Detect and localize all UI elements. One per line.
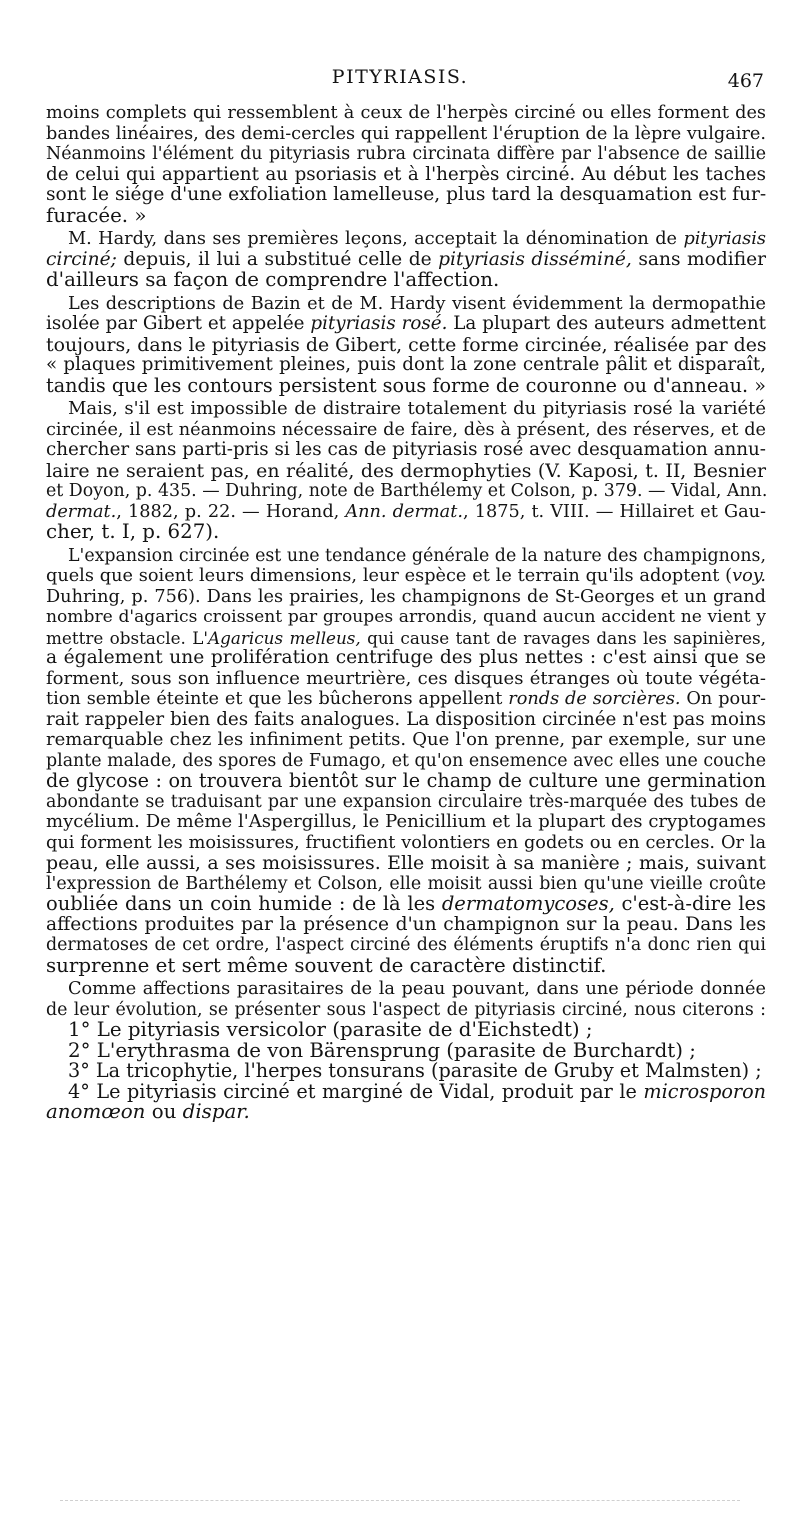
- parasite-list: [46, 1020, 766, 1123]
- list-item: [46, 1079, 766, 1103]
- page-header: [0, 66, 800, 92]
- text-span: isolée par Gibert et appelée: [46, 313, 311, 334]
- list-item: 1° Le pityriasis versicolor (parasite de d'Eichstedt) ;: [68, 1018, 593, 1041]
- text-line: Mais, s'il est impossible de distraire totalement du pityriasis rosé la variété: [68, 398, 766, 419]
- text-span: 4° Le pityriasis circiné et marginé de Vidal, produit par le: [68, 1079, 644, 1103]
- text-line: circinée, il est néanmoins nécessaire de faire, dès à présent, des réserves, et de: [46, 419, 766, 440]
- text-line: Les descriptions de Bazin et de M. Hardy visent évidemment la dermopathie: [68, 293, 766, 314]
- text-line: de leur évolution, se présenter sous l'aspect de pityriasis circiné, nous citerons :: [46, 999, 766, 1020]
- text-line: [46, 250, 766, 271]
- text-line: dermatoses de cet ordre, l'aspect circiné des éléments éruptifs n'a donc rien qui: [46, 935, 766, 955]
- italic-term: dermat.: [46, 501, 117, 522]
- text-line: « plaques primitivement pleines, puis dont la zone centrale pâlit et disparaît,: [46, 354, 766, 375]
- text-span: M. Hardy, dans ses premières leçons, acceptait la dénomination de: [68, 229, 684, 249]
- text-span: ou: [145, 1100, 183, 1123]
- italic-term: anomœon: [46, 1100, 146, 1123]
- text-line: tandis que les contours persistent sous forme de couronne ou d'anneau. »: [46, 373, 766, 397]
- text-line: Duhring, p. 756). Dans les prairies, les champignons de St-Georges et un grand: [46, 586, 766, 607]
- body-text: [46, 103, 766, 1123]
- italic-term: pityriasis disséminé,: [438, 248, 632, 270]
- text-line: chercher sans parti-pris si les cas de pityriasis rosé avec desquamation annu-: [46, 439, 766, 460]
- text-span: mettre obstacle. L': [46, 627, 209, 648]
- paragraph-1: [46, 103, 766, 226]
- text-span: oubliée dans un coin humide : de là les: [46, 892, 442, 915]
- text-line: [46, 502, 766, 523]
- paragraph-4: [46, 399, 766, 543]
- text-line: a également une prolifération centrifuge des plus nettes : c'est ainsi que se: [46, 647, 766, 668]
- text-span: , 1875, t. VIII. — Hillairet et Gau-: [462, 501, 767, 522]
- text-span: c'est-à-dire les: [614, 892, 766, 915]
- text-span: depuis, il lui a substitué celle de: [116, 248, 439, 270]
- paragraph-6: [46, 979, 766, 1020]
- italic-term: pityriasis rosé.: [310, 313, 448, 334]
- italic-term: Agaricus melleus,: [208, 627, 361, 648]
- text-span: tion semble éteinte et que les bûcherons appellent: [46, 689, 509, 709]
- text-line: peau, elle aussi, a ses moisissures. Elle moisit à sa manière ; mais, suivant: [46, 852, 766, 874]
- text-span: qui cause tant de ravages dans les sapinières,: [360, 627, 766, 648]
- text-span: On pour-: [680, 689, 766, 709]
- text-line: mycélium. De même l'Aspergillus, le Penicillium et la plupart des cryptogames: [46, 811, 766, 832]
- italic-term: dermatomycoses,: [441, 892, 615, 915]
- text-line: laire ne seraient pas, en réalité, des dermophyties (V. Kaposi, t. II, Besnier: [46, 459, 766, 482]
- text-line: [46, 229, 766, 250]
- paragraph-5: [46, 546, 766, 977]
- text-line: [46, 894, 766, 915]
- italic-term: circiné;: [46, 248, 117, 270]
- text-span: La plupart des auteurs admettent: [447, 313, 766, 334]
- text-span: quels que soient leurs dimensions, leur espèce et le terrain qu'ils adoptent (: [46, 566, 733, 586]
- paragraph-3: [46, 294, 766, 397]
- text-line: L'expansion circinée est une tendance générale de la nature des champignons,: [68, 545, 766, 566]
- text-line: sont le siége d'une exfoliation lamelleuse, plus tard la desquamation est fur-: [46, 184, 767, 205]
- text-line: [46, 689, 766, 710]
- text-line: Néanmoins l'élément du pityriasis rubra circinata diffère par l'absence de saillie: [46, 144, 766, 164]
- italic-term: dispar.: [182, 1100, 250, 1123]
- text-line: abondante se traduisant par une expansion circulaire très-marquée des tubes de: [46, 791, 766, 812]
- list-item: 3° La tricophytie, l'herpes tonsurans (parasite de Gruby et Malmsten) ;: [68, 1059, 762, 1082]
- list-item: 2° L'erythrasma de von Bärensprung (parasite de Burchardt) ;: [68, 1038, 696, 1062]
- page-number: 467: [727, 70, 764, 92]
- text-line: moins complets qui ressemblent à ceux de l'herpès circiné ou elles forment des: [46, 103, 766, 123]
- text-line: affections produites par la présence d'un champignon sur la peau. Dans les: [46, 913, 766, 935]
- text-line: [46, 566, 766, 587]
- text-line: remarquable chez les infiniment petits. Que l'on prenne, par exemple, sur une: [46, 729, 766, 750]
- text-line: bandes linéaires, des demi-cercles qui rappellent l'éruption de la lèpre vulgaire.: [46, 123, 766, 144]
- text-line: d'ailleurs sa façon de comprendre l'affection.: [46, 268, 500, 291]
- text-line: cher, t. I, p. 627).: [46, 520, 220, 543]
- list-item-continuation: [46, 1102, 766, 1123]
- text-line: rait rappeler bien des faits analogues. La disposition circinée n'est pas moins: [46, 708, 766, 730]
- text-line: l'expression de Barthélemy et Colson, elle moisit aussi bien qu'une vieille croûte: [46, 873, 766, 894]
- text-line: plante malade, des spores de Fumago, et qu'on ensemence avec elles une couche: [46, 750, 766, 771]
- text-line: de celui qui appartient au psoriasis et à l'herpès circiné. Au début les taches: [46, 163, 766, 185]
- text-span: sans modifier: [631, 248, 767, 270]
- italic-term: ronds de sorcières.: [508, 689, 681, 709]
- text-line: toujours, dans le pityriasis de Gibert, cette forme circinée, réalisée par des: [46, 333, 767, 356]
- text-line: nombre d'agarics croissent par groupes arrondis, quand aucun accident ne vient y: [46, 607, 766, 627]
- text-line: Comme affections parasitaires de la peau pouvant, dans une période donnée: [68, 979, 766, 999]
- italic-term: pityriasis: [683, 229, 766, 249]
- text-line: [46, 314, 766, 335]
- text-line: forment, sous son influence meurtrière, ces disques étranges où toute végéta-: [46, 667, 766, 689]
- italic-term: Ann. dermat.: [345, 501, 463, 522]
- text-span: , 1882, p. 22. — Horand,: [116, 501, 346, 522]
- text-line: furacée. »: [46, 203, 147, 227]
- text-line: qui forment les moisissures, fructifient volontiers en godets ou en cercles. Or la: [46, 832, 766, 853]
- text-line: [46, 628, 766, 649]
- italic-term: voy.: [732, 566, 766, 586]
- text-line: et Doyon, p. 435. — Duhring, note de Barthélemy et Colson, p. 379. — Vidal, Ann.: [46, 481, 768, 501]
- italic-term: microsporon: [643, 1079, 766, 1103]
- paragraph-2: [46, 229, 766, 291]
- text-line: de glycose : on trouvera bientôt sur le champ de culture une germination: [46, 769, 766, 792]
- footer-rule: [60, 1500, 740, 1501]
- text-line: surprenne et sert même souvent de caractère distinctif.: [46, 953, 607, 977]
- running-title: PITYRIASIS.: [331, 66, 469, 88]
